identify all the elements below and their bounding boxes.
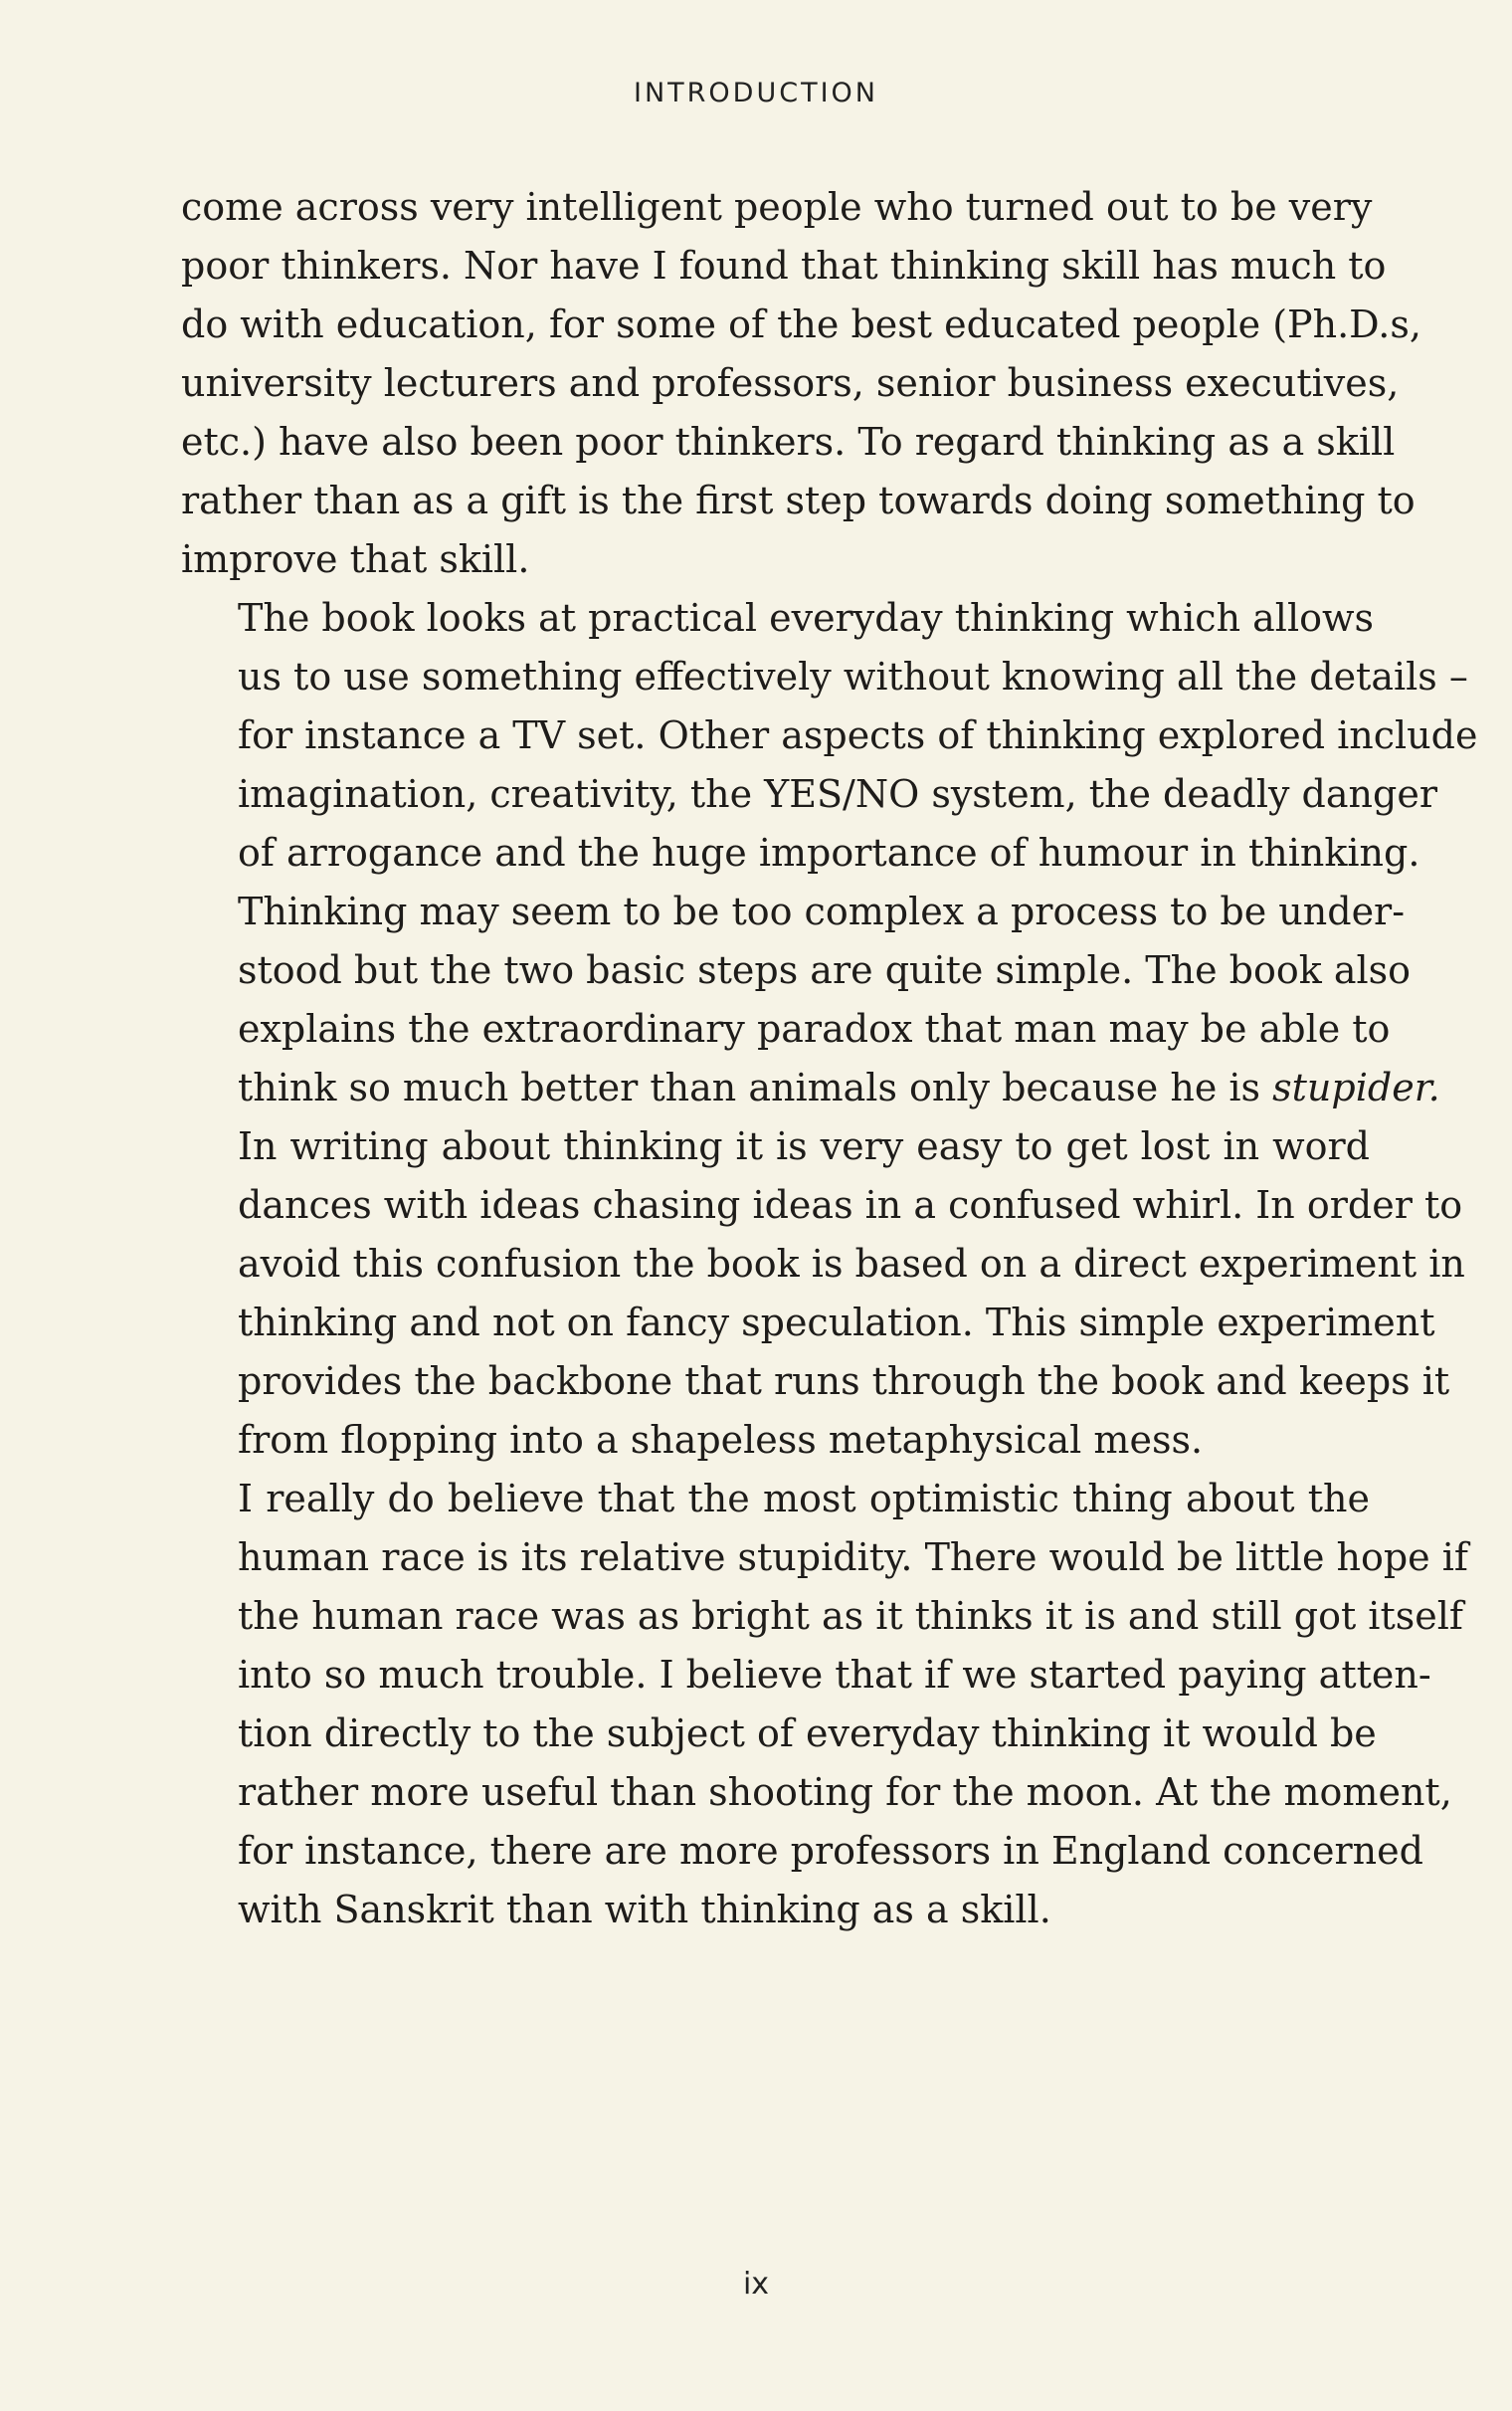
text-line: In writing about thinking it is very easy to get lost in word (238, 1124, 1370, 1168)
text-line: I really do believe that the most optimistic thing about the (238, 1477, 1370, 1520)
text-line: come across very intelligent people who turned out to be very (181, 185, 1373, 229)
paragraph-2 (181, 589, 1478, 883)
paragraph-3 (181, 883, 1440, 1117)
paragraph-4 (181, 1117, 1465, 1470)
text-line: us to use something effectively without knowing all the details – (238, 655, 1468, 699)
text-line: etc.) have also been poor thinkers. To regard thinking as a skill (181, 420, 1396, 464)
text-line-part: think so much better than animals only because he is (238, 1066, 1261, 1109)
text-line: explains the extraordinary paradox that man may be able to (238, 1007, 1391, 1051)
text-line: tion directly to the subject of everyday thinking it would be (238, 1711, 1377, 1755)
text-line: dances with ideas chasing ideas in a confused whirl. In order to (238, 1183, 1463, 1227)
text-line: for instance a TV set. Other aspects of thinking explored include (238, 713, 1478, 757)
text-line: stood but the two basic steps are quite simple. The book also (238, 948, 1412, 992)
text-line: with Sanskrit than with thinking as a skill. (238, 1888, 1051, 1931)
text-line: The book looks at practical everyday thinking which allows (238, 596, 1375, 640)
body-text (181, 178, 1478, 1939)
text-line: into so much trouble. I believe that if we started paying atten- (238, 1653, 1431, 1697)
text-line: thinking and not on fancy speculation. This simple experiment (238, 1301, 1435, 1344)
text-line: from flopping into a shapeless metaphysical mess. (238, 1418, 1204, 1462)
paragraph-5 (181, 1470, 1468, 1939)
text-line: rather more useful than shooting for the moon. At the moment, (238, 1770, 1452, 1814)
running-head: INTRODUCTION (634, 78, 878, 108)
text-line: improve that skill. (181, 537, 530, 581)
text-line: for instance, there are more professors in England concerned (238, 1829, 1423, 1873)
text-line: the human race was as bright as it thinks it is and still got itself (238, 1594, 1463, 1638)
text-line: provides the backbone that runs through the book and keeps it (238, 1359, 1450, 1403)
text-line: of arrogance and the huge importance of humour in thinking. (238, 831, 1420, 875)
text-line: avoid this confusion the book is based on a direct experiment in (238, 1242, 1465, 1286)
text-line (181, 1059, 1440, 1117)
text-line: Thinking may seem to be too complex a process to be under- (238, 890, 1406, 933)
text-line: university lecturers and professors, senior business executives, (181, 361, 1400, 405)
text-line: do with education, for some of the best educated people (Ph.D.s, (181, 302, 1421, 346)
text-line: rather than as a gift is the first step towards doing something to (181, 479, 1416, 522)
text-line: human race is its relative stupidity. There would be little hope if (238, 1535, 1468, 1579)
text-line: imagination, creativity, the YES/NO system, the deadly danger (238, 772, 1437, 816)
text-line: poor thinkers. Nor have I found that thinking skill has much to (181, 244, 1387, 288)
page-number: ix (742, 2267, 770, 2302)
paragraph-1 (181, 178, 1421, 589)
emphasis-stupider: stupider. (1272, 1066, 1440, 1109)
